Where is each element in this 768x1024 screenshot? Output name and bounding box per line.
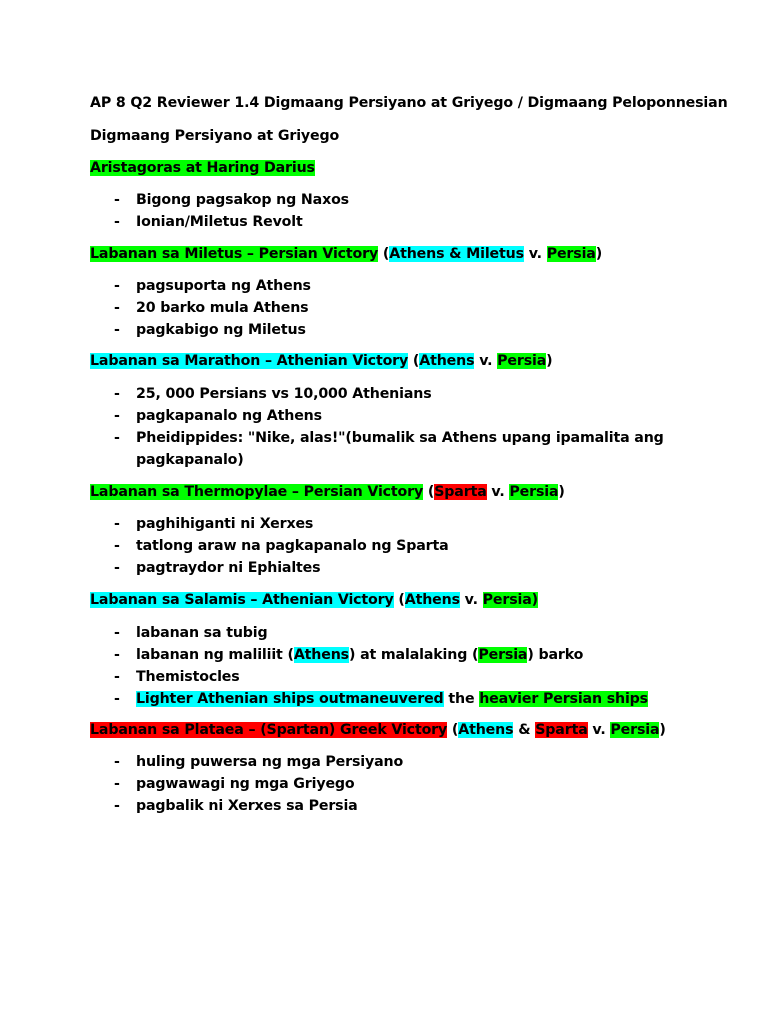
section-heading-miletus: Labanan sa Miletus – Persian Victory (Athens & Miletus v. Persia) — [90, 246, 603, 262]
combatant-sparta: Sparta — [535, 722, 588, 738]
combatant-athens: Athens — [458, 722, 514, 738]
section-heading-marathon: Labanan sa Marathon – Athenian Victory (Athens v. Persia) — [90, 353, 553, 369]
combatant-sparta: Sparta — [434, 484, 487, 500]
combatant-persia: Persia — [546, 246, 596, 262]
section-heading-thermopylae: Labanan sa Thermopylae – Persian Victory (Sparta v. Persia) — [90, 484, 565, 500]
document-subtitle: Digmaang Persiyano at Griyego — [90, 128, 340, 144]
combatant-athens-miletus: Athens & Miletus — [389, 246, 524, 262]
section-heading-salamis: Labanan sa Salamis – Athenian Victory (Athens v. Persia) — [90, 592, 538, 608]
heading-highlight: Aristagoras at Haring Darius — [90, 160, 315, 176]
document-title: AP 8 Q2 Reviewer 1.4 Digmaang Persiyano at Griyego / Digmaang Peloponnesian — [90, 95, 728, 111]
combatant-athens: Athens — [404, 592, 460, 608]
combatant-persia: Persia — [610, 722, 660, 738]
combatant-persia: Persia — [497, 353, 547, 369]
combatant-persia: Persia) — [482, 592, 538, 608]
section-heading-plataea: Labanan sa Plataea – (Spartan) Greek Victory (Athens & Sparta v. Persia) — [90, 722, 666, 738]
combatant-persia: Persia — [509, 484, 559, 500]
section-heading-aristagoras — [90, 158, 315, 178]
combatant-athens: Athens — [419, 353, 475, 369]
